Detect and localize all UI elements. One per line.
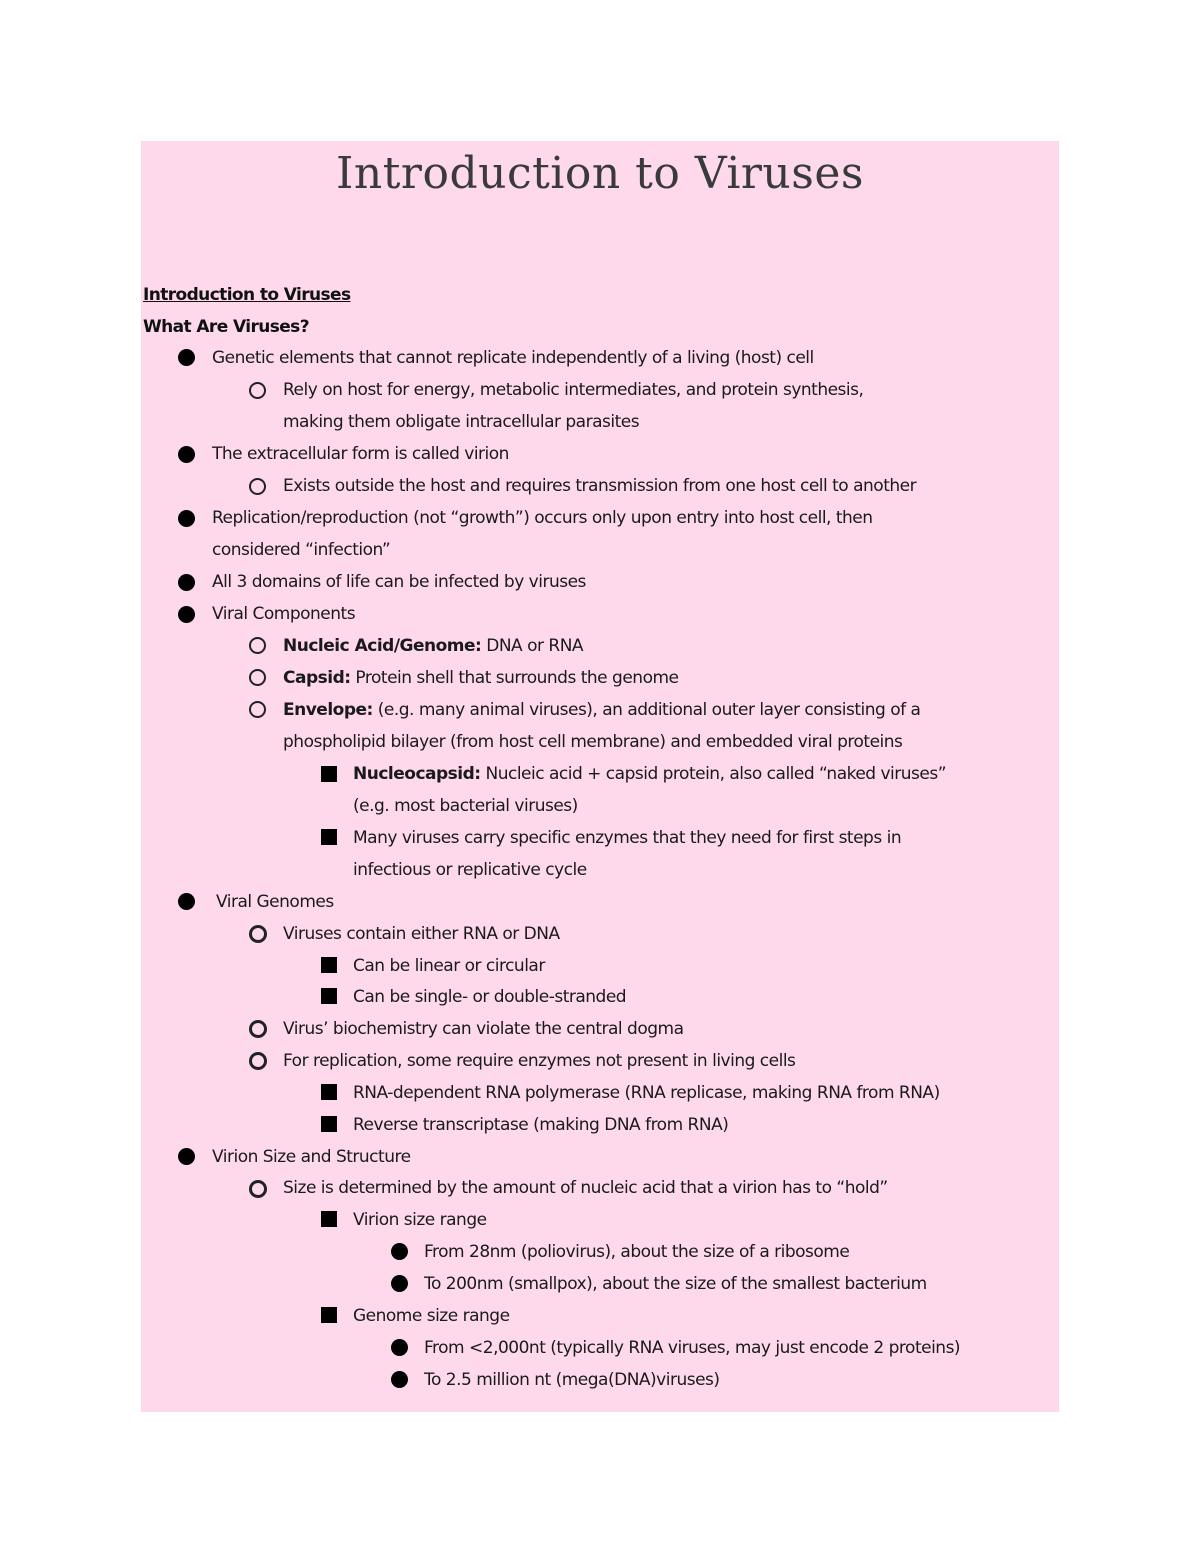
list-item: To 2.5 million nt (mega(DNA)viruses) [424,1370,720,1390]
list-item: infectious or replicative cycle [353,860,587,880]
list-item: Replication/reproduction (not “growth”) occurs only upon entry into host cell, then [212,508,873,528]
list-item [353,758,946,790]
circle-bullet-icon [249,701,266,718]
disc-bullet-icon [391,1371,408,1388]
list-item: Can be linear or circular [353,956,545,976]
circle-bullet-icon [249,637,266,654]
circle-bullet-icon [249,925,267,943]
list-item: All 3 domains of life can be infected by viruses [212,572,586,592]
list-item: From <2,000nt (typically RNA viruses, may just encode 2 proteins) [424,1338,961,1358]
disc-bullet-icon [391,1275,408,1292]
term-definition: DNA or RNA [481,636,584,656]
disc-bullet-icon [391,1243,408,1260]
disc-bullet-icon [178,1148,195,1165]
disc-bullet-icon [178,349,195,366]
term-label: Capsid: [283,668,351,688]
list-item: making them obligate intracellular parasites [283,412,640,432]
list-item: Viral Components [212,604,356,624]
square-bullet-icon [321,1084,337,1100]
square-bullet-icon [321,1307,337,1323]
list-item: Virion Size and Structure [212,1147,411,1167]
list-item: Rely on host for energy, metabolic intermediates, and protein synthesis, [283,380,864,400]
list-item: For replication, some require enzymes not present in living cells [283,1051,796,1071]
disc-bullet-icon [391,1339,408,1356]
list-item: Can be single- or double-stranded [353,987,627,1007]
list-item: Virion size range [353,1210,487,1230]
list-item: Virus’ biochemistry can violate the central dogma [283,1019,684,1039]
list-item [283,630,583,662]
circle-bullet-icon [249,1180,267,1198]
disc-bullet-icon [178,510,195,527]
circle-bullet-icon [249,1020,267,1038]
list-item: Many viruses carry specific enzymes that they need for first steps in [353,828,902,848]
term-label: Nucleic Acid/Genome: [283,636,482,656]
circle-bullet-icon [249,382,266,399]
document-title: Introduction to Viruses [336,148,864,199]
disc-bullet-icon [178,446,195,463]
section-heading: Introduction to Viruses [143,285,351,305]
square-bullet-icon [321,1211,337,1227]
term-definition: (e.g. many animal viruses), an additional outer layer consisting of a [372,700,921,720]
list-item: RNA-dependent RNA polymerase (RNA replicase, making RNA from RNA) [353,1083,940,1103]
circle-bullet-icon [249,1052,267,1070]
square-bullet-icon [321,957,337,973]
disc-bullet-icon [178,606,195,623]
list-item: considered “infection” [212,540,391,560]
term-definition: Nucleic acid + capsid protein, also called “naked viruses” [480,764,947,784]
list-item: Genetic elements that cannot replicate independently of a living (host) cell [212,348,814,368]
list-item: phospholipid bilayer (from host cell membrane) and embedded viral proteins [283,732,903,752]
square-bullet-icon [321,988,337,1004]
disc-bullet-icon [178,574,195,591]
list-item: To 200nm (smallpox), about the size of the smallest bacterium [424,1274,927,1294]
list-item [283,662,678,694]
circle-bullet-icon [249,478,266,495]
square-bullet-icon [321,1116,337,1132]
list-item [283,694,920,726]
circle-bullet-icon [249,669,266,686]
list-item: Exists outside the host and requires transmission from one host cell to another [283,476,917,496]
list-item: From 28nm (poliovirus), about the size of a ribosome [424,1242,850,1262]
list-item: (e.g. most bacterial viruses) [353,796,578,816]
list-item: Reverse transcriptase (making DNA from RNA) [353,1115,729,1135]
square-bullet-icon [321,829,337,845]
subheading: What Are Viruses? [143,317,309,337]
list-item: The extracellular form is called virion [212,444,509,464]
list-item: Genome size range [353,1306,510,1326]
square-bullet-icon [321,766,337,782]
list-item: Viral Genomes [216,892,334,912]
term-definition: Protein shell that surrounds the genome [350,668,679,688]
list-item: Viruses contain either RNA or DNA [283,924,560,944]
term-label: Nucleocapsid: [353,764,481,784]
disc-bullet-icon [178,893,195,910]
term-label: Envelope: [283,700,373,720]
list-item: Size is determined by the amount of nucleic acid that a virion has to “hold” [283,1178,888,1198]
